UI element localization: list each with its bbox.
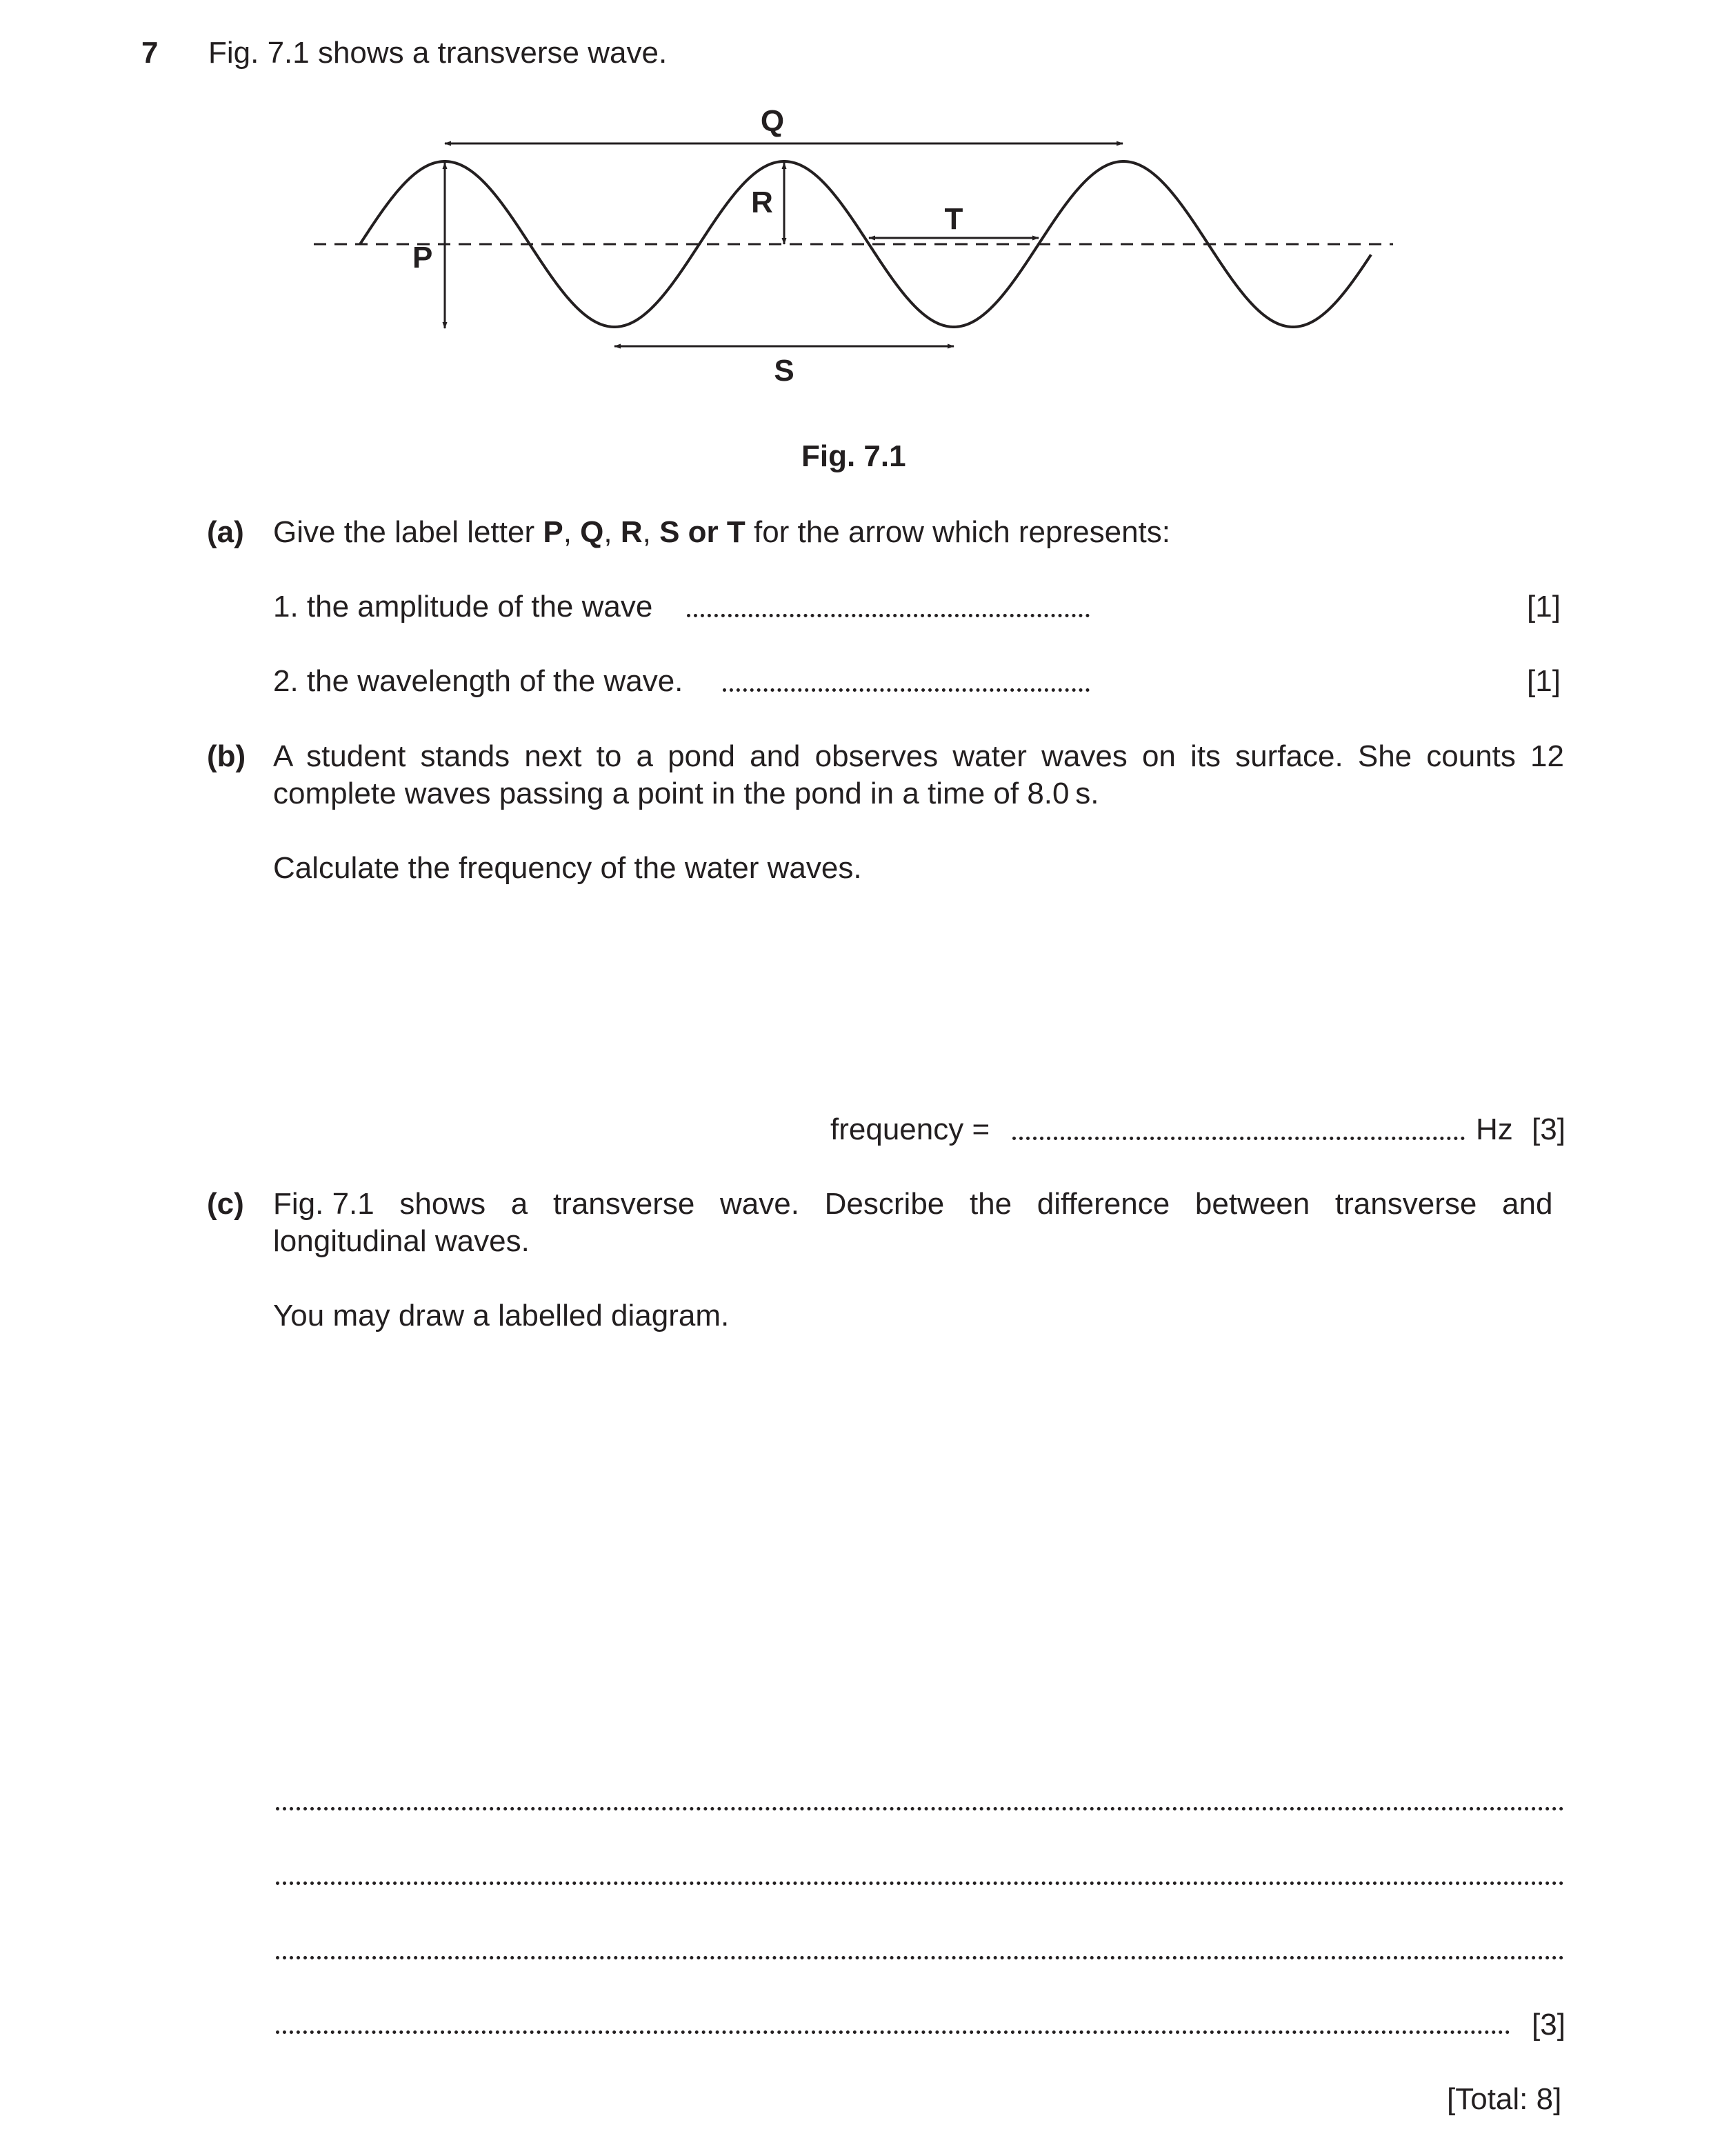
part-b-line-1: A student stands next to a pond and observes water waves on its surface. She counts 12 (273, 739, 1564, 773)
label-q: Q (760, 104, 785, 138)
label-r: R (751, 186, 773, 219)
question-number: 7 (141, 36, 159, 70)
answer-line-c4[interactable] (276, 2030, 1510, 2034)
label-p: P (412, 241, 433, 275)
frequency-answer-line[interactable] (1012, 1137, 1465, 1140)
prompt-suffix: for the arrow which represents: (745, 515, 1171, 549)
answer-line-c3[interactable] (276, 1956, 1564, 1959)
prompt-s-or-t: S or T (659, 515, 746, 549)
answer-line-c1[interactable] (276, 1807, 1564, 1810)
part-c-line-2: longitudinal waves. (273, 1224, 530, 1258)
part-c-line-1: Fig. 7.1 shows a transverse wave. Describe the difference between transverse and (273, 1187, 1553, 1221)
label-t: T (944, 202, 963, 236)
label-s: S (774, 354, 794, 388)
part-a-prompt (273, 517, 1170, 548)
prompt-p: P (543, 515, 563, 549)
part-c-label: (c) (207, 1187, 244, 1221)
prompt-prefix: Give the label letter (273, 515, 543, 549)
part-c-instruction: You may draw a labelled diagram. (273, 1299, 730, 1332)
prompt-q: Q (580, 515, 604, 549)
part-a-label: (a) (207, 515, 244, 549)
question-intro: Fig. 7.1 shows a transverse wave. (208, 36, 668, 70)
answer-line-a2[interactable] (723, 688, 1090, 692)
part-a-item-1-marks: [1] (1527, 590, 1561, 623)
figure-caption: Fig. 7.1 (801, 439, 906, 473)
prompt-comma-2: , (603, 515, 621, 549)
prompt-comma-1: , (563, 515, 581, 549)
answer-line-c2[interactable] (276, 1881, 1564, 1885)
prompt-r: R (620, 515, 643, 549)
transverse-wave-figure (303, 97, 1407, 455)
answer-line-a1[interactable] (687, 614, 1090, 617)
part-c-marks: [3] (1532, 2008, 1565, 2042)
part-b-marks: [3] (1532, 1112, 1565, 1146)
frequency-label: frequency = (830, 1112, 990, 1146)
part-a-item-2-marks: [1] (1527, 664, 1561, 698)
total-marks: [Total: 8] (1447, 2082, 1562, 2116)
part-a-item-1: 1. the amplitude of the wave (273, 590, 653, 623)
part-a-item-2: 2. the wavelength of the wave. (273, 664, 683, 698)
part-b-label: (b) (207, 739, 246, 773)
frequency-unit: Hz (1476, 1112, 1513, 1146)
prompt-comma-3: , (642, 515, 660, 549)
part-b-instruction: Calculate the frequency of the water waves. (273, 851, 862, 885)
part-b-line-2: complete waves passing a point in the pond in a time of 8.0 s. (273, 777, 1099, 810)
